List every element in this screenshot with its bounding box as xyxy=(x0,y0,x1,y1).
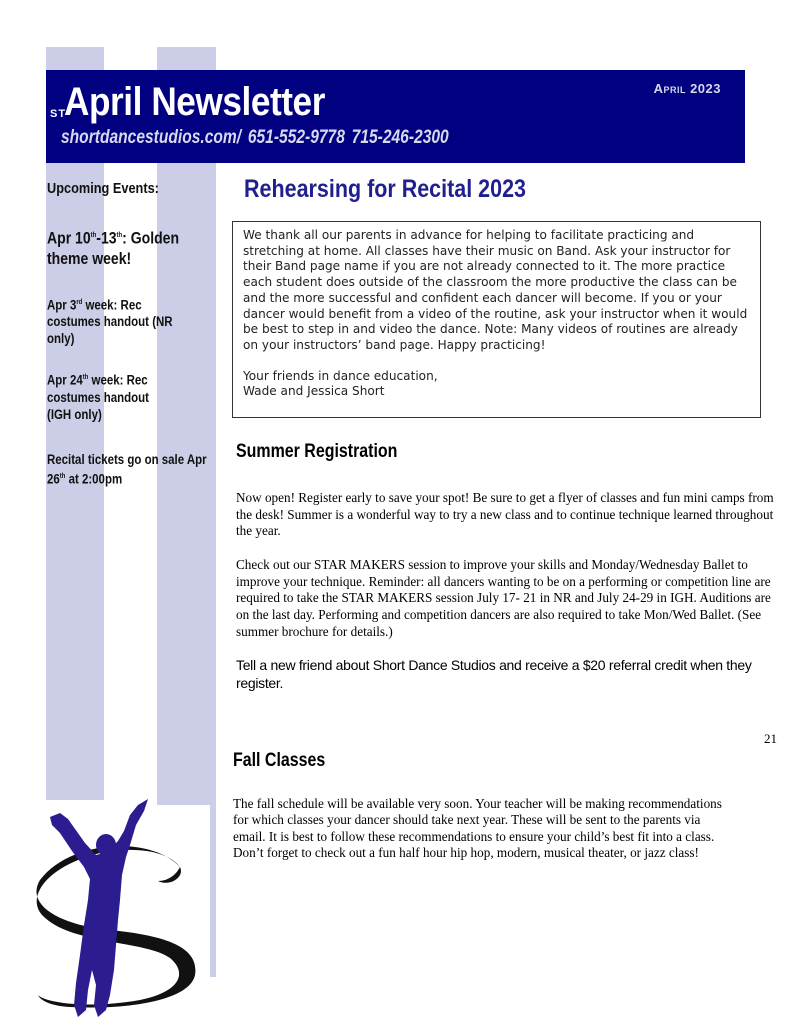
event-text: week: Rec costumes handout (IGH only) xyxy=(47,372,150,422)
newsletter-title: April Newsletter xyxy=(64,80,325,124)
event-sup: rd xyxy=(76,298,83,306)
rehearsing-message-box xyxy=(232,221,761,418)
event-text: -13 xyxy=(96,229,117,248)
event-text: at 2:00pm xyxy=(65,471,123,486)
event-text: Apr 3 xyxy=(47,297,77,312)
event-sup: th xyxy=(116,232,123,239)
event-item xyxy=(47,369,175,423)
referral-note: Tell a new friend about Short Dance Studios and receive a $20 referral credit when they register. xyxy=(236,657,752,691)
fall-classes-heading: Fall Classes xyxy=(233,750,326,771)
banner-overlap-text: ST xyxy=(50,108,67,120)
dancer-silhouette xyxy=(50,799,148,1017)
summer-p2-text: Check out our STAR MAKERS session to improve your skills and Monday/Wednesday Ballet to improve your technique. Reminder: all dancers wanting to be on a performing or competition line are required to take the STAR MAKERS session July 17- 21 in NR and July 24-29 in IGH. Auditions are on the last day. Performing and competition dancers are also required to take Mon/Wed Ballet. (See summer brochure for details.) xyxy=(236,557,771,639)
rehearsing-body: We thank all our parents in advance for helping to facilitate practicing and stretching at home. All classes have their music on Band. Ask your instructor for their Band page name if you are not already connected to it. The more practice each student does outside of the classroom the more productive the class can be and the more successful and confident each dancer will become. If you or your dancer would benefit from a video of the routine, ask your instructor when it would be best to step in and video the dance. Note: Many videos of routines are already on your instructors’ band page. Happy practicing! xyxy=(243,228,748,352)
event-item xyxy=(47,226,196,269)
contact-line: shortdancestudios.com/ 651-552-9778 715-246-2300 xyxy=(61,127,449,148)
event-sup: th xyxy=(90,232,97,239)
newsletter-banner xyxy=(46,70,745,163)
signoff-line-1: Your friends in dance education, xyxy=(243,368,438,383)
event-item xyxy=(47,294,175,348)
event-sup: th xyxy=(82,374,89,381)
signoff-line-2: Wade and Jessica Short xyxy=(243,384,385,399)
fall-classes-paragraph xyxy=(233,796,733,862)
page-number: 21 xyxy=(764,731,777,746)
summer-paragraph-2 xyxy=(236,557,781,641)
dancer-logo-icon xyxy=(30,795,220,1024)
fall-text: The fall schedule will be available very soon. Your teacher will be making recommendations for which classes your dancer should take next year. These will be sent to the parents via email. It is best to follow these recommendations to ensure your child’s best fit into a class. Don’t forget to check out a fun half hour hip hop, modern, musical theater, or jazz class! xyxy=(233,796,722,861)
event-text: Apr 24 xyxy=(47,372,83,388)
summer-paragraph-1 xyxy=(236,490,776,540)
event-item xyxy=(47,451,217,488)
event-text: week: Rec costumes handout (NR only) xyxy=(47,297,173,346)
upcoming-events-heading: Upcoming Events: xyxy=(47,180,159,197)
issue-date: April 2023 xyxy=(653,81,721,96)
event-text: : Golden theme week! xyxy=(47,229,180,268)
dancer-head xyxy=(96,834,116,856)
summer-registration-heading: Summer Registration xyxy=(236,441,398,462)
rehearsing-heading: Rehearsing for Recital 2023 xyxy=(244,175,527,203)
event-text: Apr 10 xyxy=(47,229,91,248)
event-text: Recital tickets go on sale Apr 26 xyxy=(47,451,207,486)
upcoming-events-sidebar xyxy=(47,180,222,487)
event-sup: th xyxy=(59,472,66,480)
summer-p1-text: Now open! Register early to save your spot! Be sure to get a flyer of classes and fun mini camps from the desk! Summer is a wonderful way to try a new class and to continue technique learned throughout the year. xyxy=(236,490,774,539)
